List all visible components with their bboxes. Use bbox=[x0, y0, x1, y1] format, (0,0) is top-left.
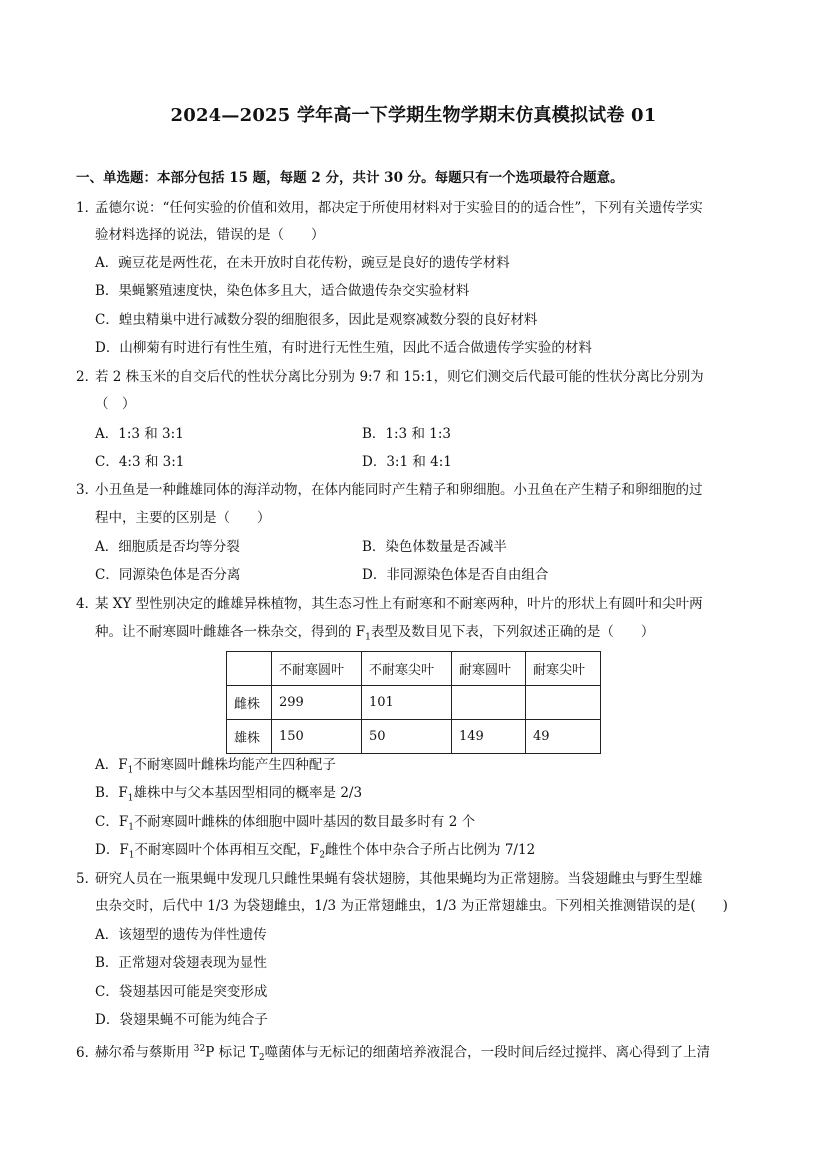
option-c: C．袋翅基因可能是突变形成 bbox=[95, 984, 268, 1000]
table-header-cell: 耐寒圆叶 bbox=[452, 652, 526, 686]
table-cell: 49 bbox=[526, 720, 601, 754]
option-d: D．3:1 和 4:1 bbox=[362, 454, 452, 470]
table-cell: 101 bbox=[362, 686, 452, 720]
text-segment: 噬菌体与无标记的细菌培养液混合，一段时间后经过搅拌、离心得到了上清 bbox=[264, 1044, 711, 1061]
text-segment: 不耐寒圆叶雌株的体细胞中圆叶基因的数目最多时有 2 个 bbox=[133, 814, 476, 830]
text-segment: 雌性个体中杂合子所占比例为 7/12 bbox=[325, 842, 536, 858]
option-d: D．非同源染色体是否自由组合 bbox=[362, 567, 549, 583]
question-4 bbox=[76, 594, 703, 614]
option-b: B．果蝇繁殖速度快，染色体多且大，适合做遗传杂交实验材料 bbox=[95, 283, 470, 299]
subscript: 1 bbox=[365, 632, 371, 643]
option-c bbox=[95, 812, 475, 838]
question-number: 5． bbox=[76, 871, 99, 887]
text-segment: 赫尔希与蔡斯用 bbox=[95, 1044, 194, 1061]
option-d bbox=[95, 840, 535, 866]
text-segment: C．F bbox=[95, 814, 129, 830]
subscript: 1 bbox=[128, 850, 135, 861]
question-number: 3． bbox=[76, 482, 99, 498]
option-c: C．蝗虫精巢中进行减数分裂的细胞很多，因此是观察减数分裂的良好材料 bbox=[95, 312, 538, 328]
option-a: A．细胞质是否均等分裂 bbox=[95, 539, 240, 555]
subscript: 1 bbox=[128, 822, 134, 833]
subscript: 2 bbox=[258, 1053, 265, 1064]
text-segment: B．F bbox=[95, 785, 128, 801]
question-number: 4． bbox=[76, 596, 99, 612]
table-cell: 149 bbox=[452, 720, 526, 754]
table-cell bbox=[452, 686, 526, 720]
question-4-continuation bbox=[95, 622, 654, 648]
subscript: 1 bbox=[127, 765, 134, 776]
question-number: 6． bbox=[76, 1044, 99, 1061]
text-segment: 种。让不耐寒圆叶雌雄各一株杂交，得到的 F bbox=[95, 624, 366, 640]
option-c: C．4:3 和 3:1 bbox=[95, 454, 185, 470]
table-cell: 299 bbox=[272, 686, 362, 720]
question-number: 2． bbox=[76, 369, 99, 385]
text-segment: A．F bbox=[95, 757, 128, 773]
question-2-continuation: （ ） bbox=[95, 396, 136, 412]
option-b: B．正常翅对袋翅表现为显性 bbox=[95, 955, 267, 971]
table-header-cell: 不耐寒圆叶 bbox=[272, 652, 362, 686]
text-segment: 不耐寒圆叶个体再相互交配，F bbox=[134, 842, 320, 858]
question-text: 孟德尔说：“任何实验的价值和效用，都决定于所使用材料对于实验目的的适合性”，下列有关遗传学实 bbox=[95, 200, 703, 216]
question-5-continuation: 虫杂交时，后代中 1/3 为袋翅雌虫，1/3 为正常翅雌虫，1/3 为正常翅雄虫。下列相关推测错误的是( ) bbox=[95, 898, 728, 914]
superscript: 32 bbox=[193, 1044, 206, 1054]
option-d: D．袋翅果蝇不可能为纯合子 bbox=[95, 1012, 268, 1028]
table-header-cell bbox=[227, 652, 272, 686]
option-a: A．该翅型的遗传为伴性遗传 bbox=[95, 927, 267, 943]
question-1 bbox=[76, 198, 703, 218]
option-b: B．染色体数量是否减半 bbox=[362, 539, 507, 555]
data-table bbox=[226, 651, 601, 754]
table-cell: 雌株 bbox=[227, 686, 272, 720]
text-segment: 雄株中与父本基因型相同的概率是 2/3 bbox=[133, 785, 363, 801]
subscript: 2 bbox=[319, 850, 326, 861]
table-row bbox=[227, 720, 601, 754]
table-header-cell: 耐寒尖叶 bbox=[526, 652, 601, 686]
option-b bbox=[95, 783, 362, 809]
text-segment: P 标记 T bbox=[205, 1044, 259, 1061]
question-1-continuation: 验材料选择的说法，错误的是（ ） bbox=[95, 227, 325, 243]
table-cell: 雄株 bbox=[227, 720, 272, 754]
section-heading: 一、单选题：本部分包括 15 题，每题 2 分，共计 30 分。每题只有一个选项最符合题意。 bbox=[76, 170, 624, 186]
table-cell: 50 bbox=[362, 720, 452, 754]
text-segment: 表型及数目见下表，下列叙述正确的是（ ） bbox=[370, 624, 655, 640]
question-text: 研究人员在一瓶果蝇中发现几只雌性果蝇有袋状翅膀，其他果蝇均为正常翅膀。当袋翅雌虫与野生型雄 bbox=[95, 871, 703, 887]
table-row bbox=[227, 686, 601, 720]
table-header-row bbox=[227, 652, 601, 686]
subscript: 1 bbox=[127, 793, 134, 804]
exam-title: 2024—2025 学年高一下学期生物学期末仿真模拟试卷 01 bbox=[170, 105, 657, 126]
text-segment: D．F bbox=[95, 842, 129, 858]
question-text: 小丑鱼是一种雌雄同体的海洋动物，在体内能同时产生精子和卵细胞。小丑鱼在产生精子和卵细胞的过 bbox=[95, 482, 703, 498]
question-2 bbox=[76, 367, 704, 387]
option-a: A．豌豆花是两性花，在未开放时自花传粉，豌豆是良好的遗传学材料 bbox=[95, 255, 510, 271]
table-cell: 150 bbox=[272, 720, 362, 754]
question-text: 某 XY 型性别决定的雌雄异株植物，其生态习性上有耐寒和不耐寒两种，叶片的形状上有圆叶和尖叶两 bbox=[95, 596, 703, 612]
option-b: B．1:3 和 1:3 bbox=[362, 426, 451, 442]
option-c: C．同源染色体是否分离 bbox=[95, 567, 241, 583]
question-3 bbox=[76, 480, 703, 500]
question-3-continuation: 程中，主要的区别是（ ） bbox=[95, 510, 271, 526]
question-number: 1． bbox=[76, 200, 99, 216]
option-d: D．山柳菊有时进行有性生殖，有时进行无性生殖，因此不适合做遗传学实验的材料 bbox=[95, 340, 592, 356]
question-5 bbox=[76, 869, 703, 889]
text-segment: 不耐寒圆叶雌株均能产生四种配子 bbox=[133, 757, 336, 773]
question-6 bbox=[76, 1039, 710, 1068]
option-a bbox=[95, 755, 336, 781]
option-a: A．1:3 和 3:1 bbox=[95, 426, 184, 442]
table-header-cell: 不耐寒尖叶 bbox=[362, 652, 452, 686]
question-text: 若 2 株玉米的自交后代的性状分离比分别为 9:7 和 15:1，则它们测交后代最可能的性状分离比分别为 bbox=[95, 369, 704, 385]
table-cell bbox=[526, 686, 601, 720]
